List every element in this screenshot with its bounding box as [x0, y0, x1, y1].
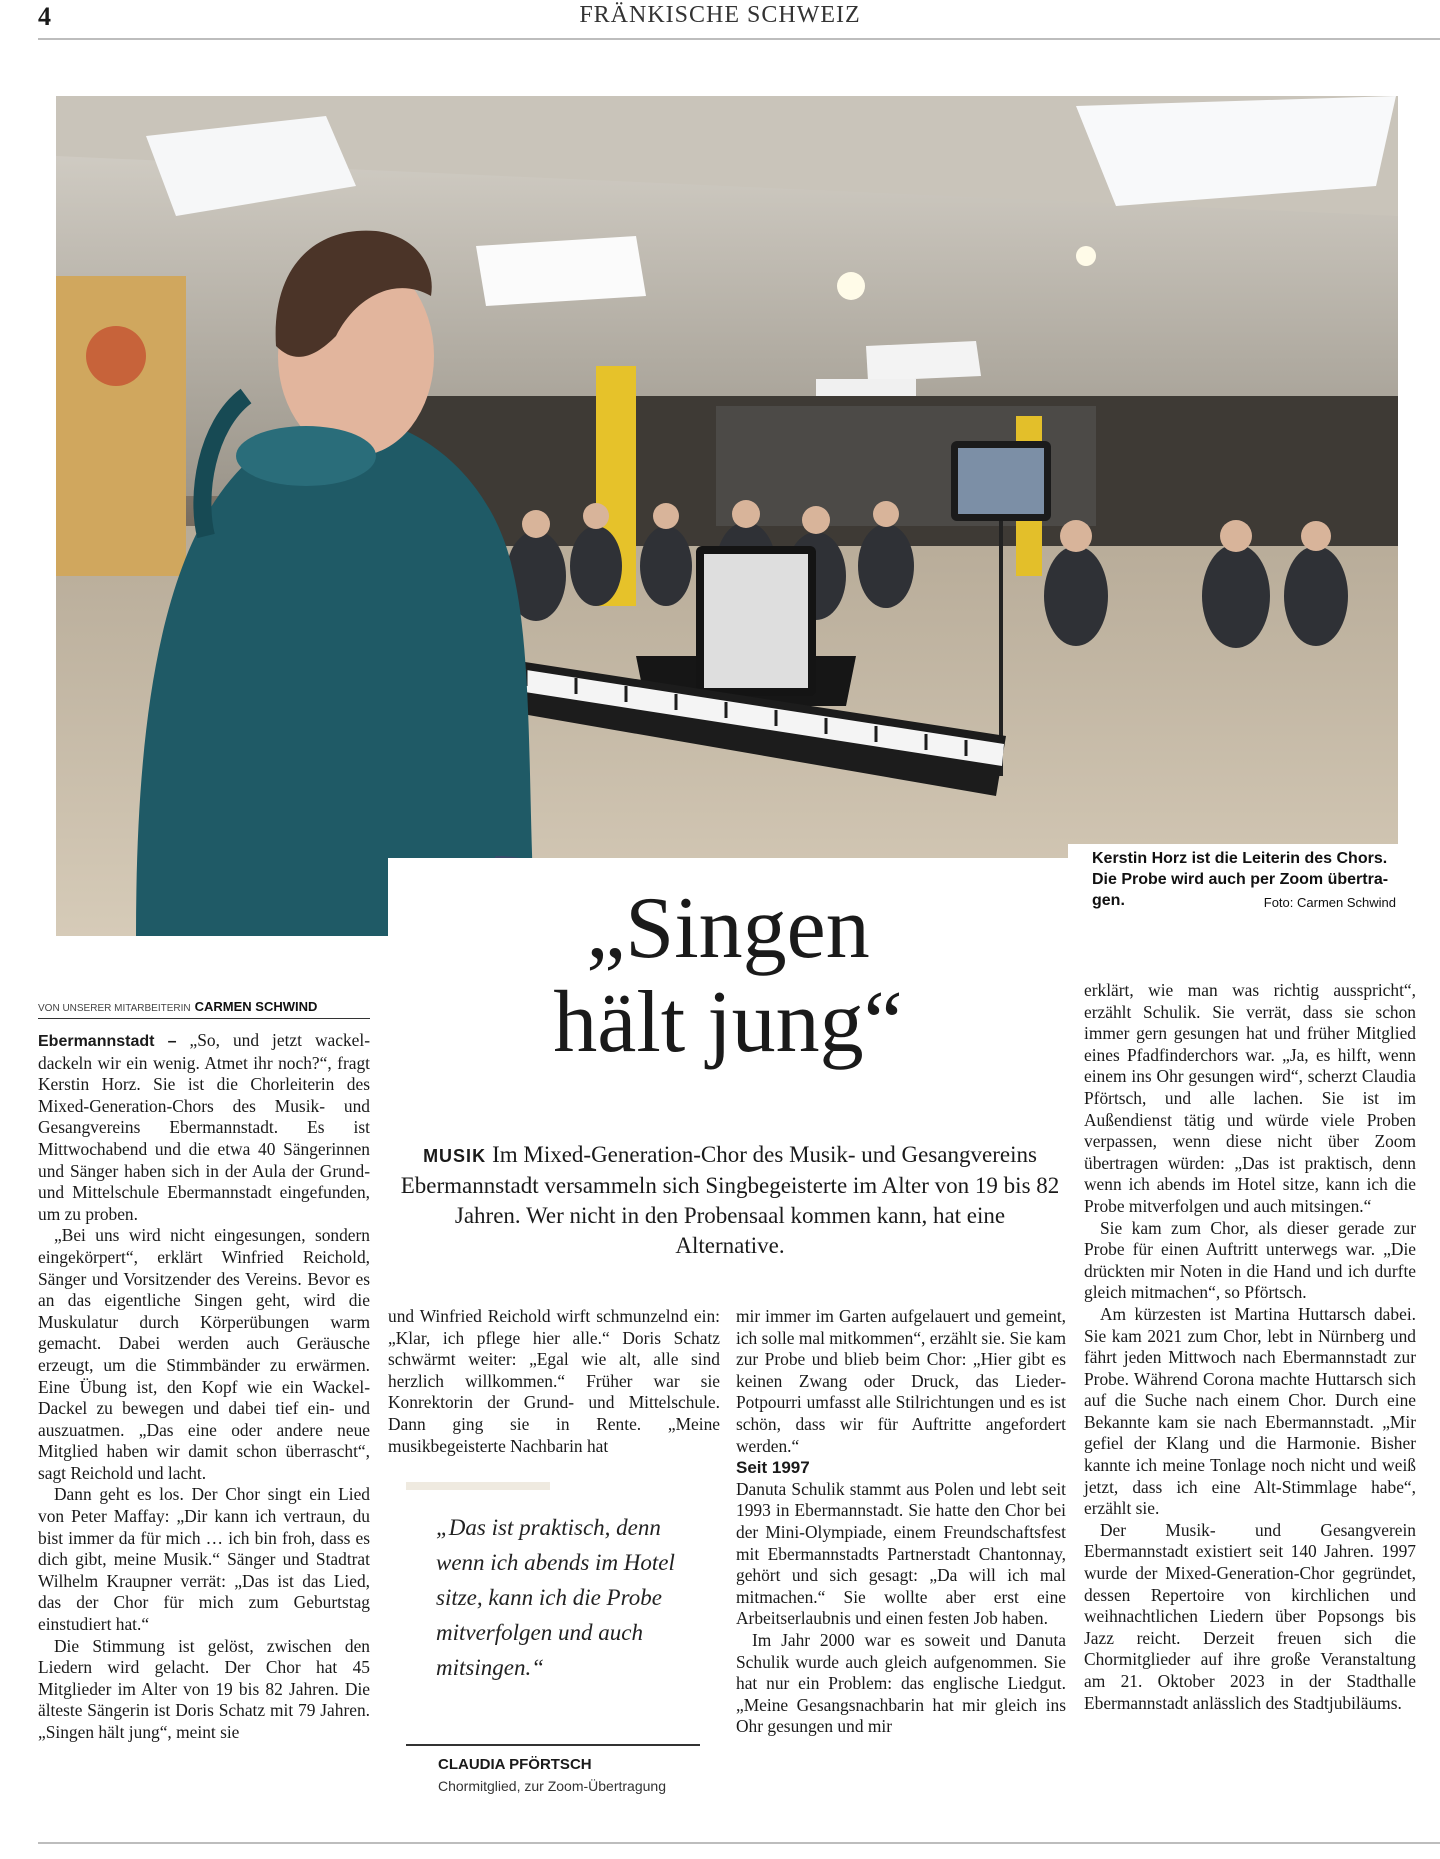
article-column-1: [38, 1030, 370, 1744]
article-paragraph: und Winfried Reichold wirft schmunzelnd ein: „Klar, ich pflege hier alle.“ Doris Schatz schwärmt weiter: „Egal wie alt, alle sind herzlich willkommen.“ Früher war sie Konrektorin der Grund- und Mittelschule. Dann ging sie in Rente. „Meine musikbegeisterte Nachbarin hat: [388, 1306, 720, 1456]
article-paragraph: Sie kam zum Chor, als dieser gerade zur Probe für einen Auftritt unterwegs war. „Die drückten mir Noten in die Hand und ich durfte gleich mitmachen“, so Pförtsch.: [1084, 1217, 1416, 1303]
pullquote-role: Chormitglied, zur Zoom-Übertragung: [438, 1778, 666, 1794]
photo-illustration: [56, 96, 1398, 936]
subheading: Seit 1997: [736, 1458, 810, 1478]
article-paragraph: Danuta Schulik stammt aus Polen und lebt seit 1993 in Ebermannstadt. Sie hatte den Chor bei der Mini-Olympiade, einem Freundschaftsfest mit Ebermannstadts Partnerstadt Chantonnay, gehört und sich gesagt: „Da will ich mal mitmachen.“ Sie wollte aber erst eine Arbeitserlaubnis und einen festen Job haben.: [736, 1478, 1066, 1629]
pullquote: „Das ist praktisch, denn wenn ich abends im Hotel sitze, kann ich die Probe mitverfolgen und auch mitsingen.“: [436, 1515, 675, 1680]
teaser-text: Im Mixed-Generation-Chor des Musik- und Gesangvereins Ebermannstadt versammeln sich Singbegeisterte im Alter von 19 bis 82 Jahren. Wer nicht in den Probensaal kommen kann, hat eine Alternative.: [400, 1142, 1060, 1258]
photo-caption: [1092, 848, 1396, 913]
page-number: 4: [38, 2, 51, 31]
headline-line-2: hält jung“: [553, 974, 903, 1071]
byline: [38, 999, 378, 1014]
teaser: [400, 1140, 1060, 1261]
header-divider: [38, 38, 1440, 40]
footer-divider: [38, 1842, 1440, 1844]
section-title: FRÄNKISCHE SCHWEIZ: [579, 2, 861, 28]
article-paragraph: erklärt, wie man was richtig ausspricht“, erzählt Schulik. Sie verrät, dass sie schon immer gern gesungen hat und früher Mitglied eines Pfadfinderchors war. „Ja, es hilft, wenn einem ins Ohr gesungen wird“, scherzt Claudia Pförtsch, und alle lachen. Sie ist im Außendienst tätig und würde viele Proben verpassen, wenn diese nicht über Zoom übertragen würden: „Das ist praktisch, denn wenn ich abends im Hotel sitze, kann ich die Probe mitverfolgen und auch mitsingen.“: [1084, 980, 1416, 1216]
article-paragraph: Im Jahr 2000 war es soweit und Danuta Schulik wurde auch gleich aufgenommen. Sie hat nur ein Problem: das englische Liedgut. „Meine Gesangsnachbarin hat mir gleich ins Ohr gesungen und mir: [736, 1629, 1066, 1737]
article-paragraph: Ebermannstadt – „So, und jetzt wackel- dackeln wir ein wenig. Atmet ihr noch?“, fragt Kerstin Horz. Sie ist die Chorleiterin des Mixed-Generation-Chors des Musik- und Gesangvereins Ebermannstadt. Es ist Mittwochabend und die etwa 40 Sängerinnen und Sänger haben sich in der Aula der Grund- und Mittelschule Ebermannstadt eingefunden, um zu proben.: [38, 1030, 371, 1224]
article-column-3: [736, 1306, 1066, 1738]
article-paragraph: Am kürzesten ist Martina Huttarsch dabei. Sie kam 2021 zum Chor, lebt in Nürnberg und fährt jeden Mittwoch nach Ebermannstadt zur Probe. Während Corona machte Huttarsch sich auf die Suche nach einem Chor. Durch eine Bekannte kam sie nach Ebermannstadt. „Mir gefiel der Klang und die Harmonie. Bisher kannte ich meine Tonlage noch nicht und weiß jetzt, dass ich eine Alt-Stimmlage habe“, erzählt sie.: [1084, 1303, 1416, 1519]
byline-prefix: VON UNSERER MITARBEITERIN: [38, 1003, 191, 1014]
article-photo: [56, 96, 1398, 936]
pullquote-divider: [406, 1744, 700, 1746]
article-paragraph: Die Stimmung ist gelöst, zwischen den Liedern wird gelacht. Der Chor hat 45 Mitglieder im Alter von 19 bis 82 Jahren. Die älteste Sängerin ist Doris Schatz mit 79 Jahren. „Singen hält jung“, meint sie: [38, 1635, 370, 1742]
headline-line-1: „Singen: [586, 880, 870, 977]
pullquote-author: CLAUDIA PFÖRTSCH: [438, 1756, 592, 1773]
kicker: MUSIK: [423, 1146, 487, 1166]
byline-divider: [38, 1018, 370, 1019]
article-paragraph: Der Musik- und Gesangverein Ebermannstadt existiert seit 140 Jahren. 1997 wurde der Mixed-Generation-Chor gegründet, dessen Repertoire von kirchlichen und weihnachtlichen Liedern über Popsongs bis Jazz reicht. Derzeit freuen sich die Chormitglieder auf ihre große Veranstaltung am 21. Oktober 2023 in der Stadthalle Ebermannstadt anlässlich des Stadtjubiläums.: [1084, 1519, 1416, 1713]
article-column-2: [388, 1306, 720, 1457]
photo-credit: Foto: Carmen Schwind: [1263, 895, 1396, 910]
article-paragraph: Dann geht es los. Der Chor singt ein Lied von Peter Maffay: „Dir kann ich vertraun, du bist immer da für mich … ich bin froh, dass es dich gibt, meine Musik.“ Sänger und Stadtrat Wilhelm Kraupner verrät: „Das ist das Lied, das der Chor für mich zum Geburtstag einstudiert hat.“: [38, 1484, 370, 1635]
article-paragraph: „Bei uns wird nicht eingesungen, sondern eingekörpert“, erklärt Winfried Reichold, Sänger und Vorsitzender des Vereins. Bevor es an das eigentliche Singen geht, wird die Muskulatur durch Körperübungen warm gemacht. Dabei werden auch Geräusche erzeugt, um die Stimmbänder zu erwärmen. Eine Übung ist, den Kopf wie ein Wackel-Dackel zu bewegen und dabei tief ein- und auszuatmen. „Das eine oder andere neue Mitglied haben wir damit schon überrascht“, sagt Reichold und lacht.: [38, 1225, 370, 1483]
article-paragraph: mir immer im Garten aufgelauert und gemeint, ich solle mal mitkommen“, erzählt sie. Sie kam zur Probe und blieb beim Chor: „Hier gibt es keinen Zwang oder Druck, das Lieder-Potpourri umfasst alle Stilrichtungen und es ist schön, dass wir für Auftritte angefordert werden.“: [736, 1306, 1066, 1456]
caption-text: Kerstin Horz ist die Leiterin des Chors. Die Probe wird auch per Zoom übertra- gen.: [1092, 850, 1389, 909]
article-column-4: [1084, 980, 1416, 1714]
headline: [388, 882, 1068, 1070]
byline-author: CARMEN SCHWIND: [194, 999, 318, 1014]
dateline: Ebermannstadt –: [38, 1033, 177, 1050]
pullquote-accent: [406, 1482, 550, 1490]
